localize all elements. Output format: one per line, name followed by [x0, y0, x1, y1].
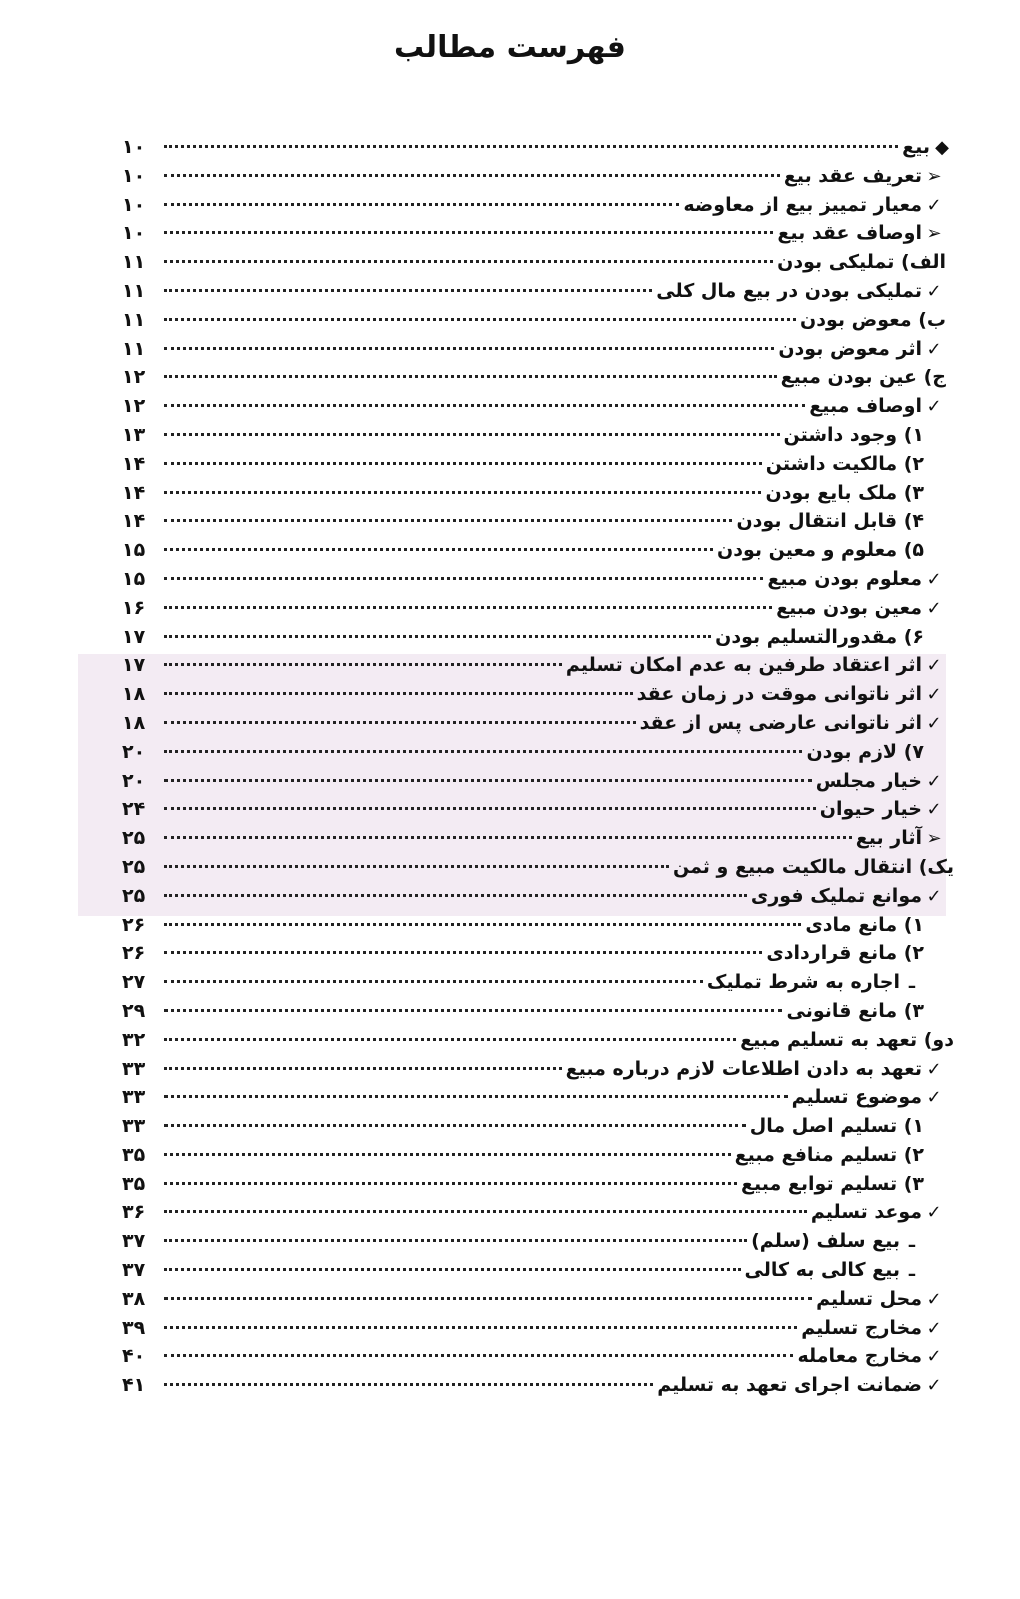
- check-icon: ✓: [926, 655, 942, 677]
- toc-entry[interactable]: [122, 1259, 954, 1288]
- toc-page-number: ۳۳: [122, 1086, 146, 1109]
- check-icon: ✓: [926, 396, 942, 418]
- toc-page-number: ۳۶: [122, 1201, 146, 1224]
- toc-page-number: ۱۶: [122, 596, 146, 619]
- toc-entry[interactable]: [122, 626, 954, 655]
- toc-entry[interactable]: [122, 251, 954, 280]
- diamond-icon: ◆: [935, 137, 949, 158]
- dot-leader: [164, 1239, 747, 1242]
- toc-entry[interactable]: [122, 856, 954, 885]
- dot-leader: [164, 692, 633, 695]
- toc-entry[interactable]: [122, 683, 954, 712]
- toc-entry[interactable]: [122, 885, 954, 914]
- check-icon: ✓: [926, 194, 942, 216]
- check-icon: ✓: [926, 1317, 942, 1339]
- dot-leader: [164, 1210, 807, 1213]
- dot-leader: [164, 347, 774, 350]
- toc-page-number: ۳۹: [122, 1316, 146, 1339]
- toc-entry-label: تملیکی بودن در بیع مال کلی: [656, 279, 922, 302]
- dash-icon: ـ: [908, 1231, 916, 1253]
- toc-entry[interactable]: [122, 309, 954, 338]
- toc-page-number: ۱۰: [122, 164, 146, 187]
- arrow-icon: ➢: [926, 165, 942, 187]
- toc-entry-label: معیار تمییز بیع از معاوضه: [683, 193, 922, 216]
- toc-entry-label: موضوع تسلیم: [791, 1086, 922, 1109]
- toc-entry[interactable]: [122, 338, 954, 367]
- toc-page-number: ۳۳: [122, 1115, 146, 1138]
- dot-leader: [164, 231, 773, 234]
- page-title: فهرست مطالب: [394, 30, 626, 65]
- toc-entry-label: ۲) مالکیت داشتن: [765, 452, 924, 475]
- dot-leader: [164, 923, 801, 926]
- toc-entry-label: ۳) تسلیم توابع مبیع: [741, 1172, 924, 1195]
- toc-entry[interactable]: [122, 424, 954, 453]
- toc-page-number: ۱۵: [122, 567, 146, 590]
- toc-entry-label: ۱) تسلیم اصل مال: [749, 1115, 924, 1138]
- toc-page-number: ۱۰: [122, 136, 146, 158]
- toc-page-number: ۳۷: [122, 1259, 146, 1282]
- dot-leader: [164, 1383, 653, 1386]
- toc-entry-label: خیار حیوان: [819, 798, 922, 821]
- toc-page-number: ۲۰: [122, 740, 146, 763]
- toc-entry-label: ۳) مانع قانونی: [786, 999, 924, 1022]
- toc-entry-label: خیار مجلس: [815, 769, 922, 792]
- toc-entry-label: اثر ناتوانی موقت در زمان عقد: [636, 683, 922, 706]
- toc-page-number: ۲۶: [122, 913, 146, 936]
- toc-entry-label: اثر ناتوانی عارضی پس از عقد: [639, 711, 922, 734]
- check-icon: ✓: [926, 597, 942, 619]
- toc-page-number: ۱۷: [122, 625, 146, 648]
- toc-entry[interactable]: [122, 914, 954, 943]
- toc-entry-label: بیع: [902, 136, 930, 158]
- toc-entry[interactable]: [122, 395, 954, 424]
- dot-leader: [164, 145, 898, 148]
- toc-entry[interactable]: [122, 942, 954, 971]
- toc-page-number: ۴۱: [122, 1374, 146, 1397]
- toc-entry-label: تعهد به دادن اطلاعات لازم درباره مبیع: [565, 1057, 922, 1080]
- dot-leader: [164, 1124, 746, 1127]
- toc-entry[interactable]: [122, 1115, 954, 1144]
- dot-leader: [164, 606, 772, 609]
- toc-page-number: ۱۴: [122, 510, 146, 533]
- toc-page-number: ۱۲: [122, 366, 146, 389]
- toc-entry[interactable]: [122, 165, 954, 194]
- toc-entry-label: تعریف عقد بیع: [783, 164, 922, 187]
- dot-leader: [164, 1153, 731, 1156]
- toc-entry[interactable]: [122, 222, 954, 251]
- toc-entry-label: آثار بیع: [855, 827, 922, 850]
- toc-entry-label: معین بودن مبیع: [776, 596, 922, 619]
- toc-entry[interactable]: [122, 280, 954, 309]
- dot-leader: [164, 519, 732, 522]
- toc-page-number: ۱۷: [122, 654, 146, 677]
- toc-page-number: ۳۵: [122, 1172, 146, 1195]
- dot-leader: [164, 318, 796, 321]
- toc-page-number: ۲۷: [122, 971, 146, 994]
- toc-entry[interactable]: [122, 1000, 954, 1029]
- toc-entry-label: ۷) لازم بودن: [806, 740, 924, 763]
- check-icon: ✓: [926, 568, 942, 590]
- dot-leader: [164, 750, 802, 753]
- dot-leader: [164, 1009, 782, 1012]
- dot-leader: [164, 1326, 797, 1329]
- toc-entry-label: بیع کالی به کالی: [744, 1259, 900, 1282]
- toc-entry[interactable]: [122, 654, 954, 683]
- toc-entry-label: موعد تسلیم: [810, 1201, 922, 1224]
- toc-page-number: ۳۷: [122, 1230, 146, 1253]
- toc-entry[interactable]: [122, 453, 954, 482]
- dot-leader: [164, 1067, 562, 1070]
- toc-entry[interactable]: [122, 482, 954, 511]
- dot-leader: [164, 1268, 741, 1271]
- toc-entry-label: ۲) تسلیم منافع مبیع: [734, 1143, 924, 1166]
- toc-entry[interactable]: [122, 510, 954, 539]
- toc-page-number: ۳۲: [122, 1028, 146, 1051]
- toc-entry[interactable]: [122, 1345, 954, 1374]
- toc-entry-label: مخارج تسلیم: [801, 1316, 922, 1339]
- toc-page-number: ۳۸: [122, 1287, 146, 1310]
- dot-leader: [164, 548, 713, 551]
- toc-entry-label: ج) عین بودن مبیع: [780, 366, 946, 389]
- toc-entry[interactable]: [122, 827, 954, 856]
- toc-entry-label: اوصاف عقد بیع: [777, 222, 922, 245]
- toc-entry-label: اوصاف مبیع: [809, 395, 922, 418]
- toc-entry-label: ۳) ملک بایع بودن: [765, 481, 924, 504]
- toc-page-number: ۱۵: [122, 539, 146, 562]
- toc-entry-label: الف) تملیکی بودن: [777, 251, 946, 274]
- toc-page-number: ۱۴: [122, 481, 146, 504]
- toc-entry[interactable]: [122, 597, 954, 626]
- toc-page-number: ۱۸: [122, 711, 146, 734]
- dot-leader: [164, 807, 816, 810]
- dash-icon: ـ: [908, 1260, 916, 1282]
- check-icon: ✓: [926, 1288, 942, 1310]
- check-icon: ✓: [926, 799, 942, 821]
- toc-entry[interactable]: [122, 539, 954, 568]
- dot-leader: [164, 1095, 788, 1098]
- toc-entry[interactable]: [122, 741, 954, 770]
- dot-leader: [164, 865, 669, 868]
- toc-page-number: ۱۰: [122, 193, 146, 216]
- toc-page-number: ۲۶: [122, 942, 146, 965]
- check-icon: ✓: [926, 1087, 942, 1109]
- toc-entry[interactable]: [122, 1230, 954, 1259]
- toc-entry[interactable]: [122, 1086, 954, 1115]
- dot-leader: [164, 836, 852, 839]
- check-icon: ✓: [926, 1058, 942, 1080]
- dot-leader: [164, 1182, 737, 1185]
- toc-entry[interactable]: [122, 1058, 954, 1087]
- toc-entry-label: یک) انتقال مالکیت مبیع و ثمن: [672, 855, 954, 878]
- toc-page-number: ۱۲: [122, 395, 146, 418]
- toc-entry-label: بیع سلف (سلم): [751, 1230, 900, 1253]
- toc-entry-label: ب) معوض بودن: [800, 308, 946, 331]
- toc-entry-label: ۶) مقدورالتسلیم بودن: [715, 625, 924, 648]
- dot-leader: [164, 203, 679, 206]
- check-icon: ✓: [926, 338, 942, 360]
- dot-leader: [164, 433, 780, 436]
- toc-page-number: ۲۵: [122, 855, 146, 878]
- toc-entry-label: اجاره به شرط تملیک: [706, 971, 900, 994]
- toc-page-number: ۲۵: [122, 884, 146, 907]
- toc-entry[interactable]: [122, 1374, 954, 1403]
- toc-entry[interactable]: [122, 136, 954, 165]
- toc-entry-label: معلوم بودن مبیع: [767, 567, 922, 590]
- toc-entry[interactable]: [122, 798, 954, 827]
- dot-leader: [164, 577, 763, 580]
- toc-entry-label: محل تسلیم: [816, 1287, 922, 1310]
- check-icon: ✓: [926, 770, 942, 792]
- dot-leader: [164, 1038, 736, 1041]
- toc-entry[interactable]: [122, 971, 954, 1000]
- toc-page-number: ۴۰: [122, 1345, 146, 1368]
- toc-entry-label: ۲) مانع قراردادی: [766, 942, 924, 965]
- toc-entry-label: ۱) وجود داشتن: [783, 423, 924, 446]
- toc-page-number: ۳۳: [122, 1057, 146, 1080]
- table-of-contents: [122, 136, 954, 1403]
- toc-page-number: ۲۰: [122, 769, 146, 792]
- dot-leader: [164, 462, 762, 465]
- check-icon: ✓: [926, 885, 942, 907]
- toc-entry-label: اثر معوض بودن: [778, 337, 922, 360]
- toc-page-number: ۲۹: [122, 999, 146, 1022]
- toc-entry[interactable]: [122, 712, 954, 741]
- dot-leader: [164, 721, 636, 724]
- dot-leader: [164, 1354, 793, 1357]
- toc-entry[interactable]: [122, 1317, 954, 1346]
- toc-entry-label: موانع تملیک فوری: [750, 884, 922, 907]
- toc-entry[interactable]: [122, 1201, 954, 1230]
- dot-leader: [164, 260, 773, 263]
- arrow-icon: ➢: [926, 223, 942, 245]
- dot-leader: [164, 375, 777, 378]
- toc-page-number: ۱۱: [122, 251, 146, 274]
- toc-entry[interactable]: [122, 366, 954, 395]
- toc-entry-label: اثر اعتقاد طرفین به عدم امکان تسلیم: [565, 654, 922, 677]
- dot-leader: [164, 894, 747, 897]
- toc-entry[interactable]: [122, 1173, 954, 1202]
- dot-leader: [164, 663, 562, 666]
- dash-icon: ـ: [908, 972, 916, 994]
- check-icon: ✓: [926, 1202, 942, 1224]
- toc-page-number: ۱۱: [122, 279, 146, 302]
- toc-entry[interactable]: [122, 770, 954, 799]
- toc-page-number: ۱۱: [122, 308, 146, 331]
- toc-page-number: ۱۸: [122, 683, 146, 706]
- dot-leader: [164, 951, 762, 954]
- toc-page-number: ۲۴: [122, 798, 146, 821]
- toc-page-number: ۱۰: [122, 222, 146, 245]
- check-icon: ✓: [926, 712, 942, 734]
- toc-entry-label: ۴) قابل انتقال بودن: [736, 510, 924, 533]
- dot-leader: [164, 779, 812, 782]
- dot-leader: [164, 1297, 812, 1300]
- toc-entry-label: ضمانت اجرای تعهد به تسلیم: [657, 1374, 922, 1397]
- toc-entry-label: ۱) مانع مادی: [805, 913, 924, 936]
- check-icon: ✓: [926, 1375, 942, 1397]
- dot-leader: [164, 174, 780, 177]
- dot-leader: [164, 635, 711, 638]
- toc-entry[interactable]: [122, 1029, 954, 1058]
- toc-entry[interactable]: [122, 568, 954, 597]
- toc-entry-label: مخارج معامله: [797, 1345, 922, 1368]
- toc-page-number: ۱۳: [122, 423, 146, 446]
- toc-page-number: ۳۵: [122, 1143, 146, 1166]
- dot-leader: [164, 980, 703, 983]
- toc-entry-label: دو) تعهد به تسلیم مبیع: [740, 1028, 954, 1051]
- toc-entry[interactable]: [122, 1288, 954, 1317]
- check-icon: ✓: [926, 1346, 942, 1368]
- check-icon: ✓: [926, 280, 942, 302]
- toc-page-number: ۱۴: [122, 452, 146, 475]
- dot-leader: [164, 404, 805, 407]
- toc-entry-label: ۵) معلوم و معین بودن: [717, 539, 924, 562]
- dot-leader: [164, 289, 652, 292]
- toc-page-number: ۱۱: [122, 337, 146, 360]
- arrow-icon: ➢: [926, 828, 942, 850]
- toc-entry[interactable]: [122, 194, 954, 223]
- toc-entry[interactable]: [122, 1144, 954, 1173]
- check-icon: ✓: [926, 684, 942, 706]
- dot-leader: [164, 491, 761, 494]
- toc-page-number: ۲۵: [122, 827, 146, 850]
